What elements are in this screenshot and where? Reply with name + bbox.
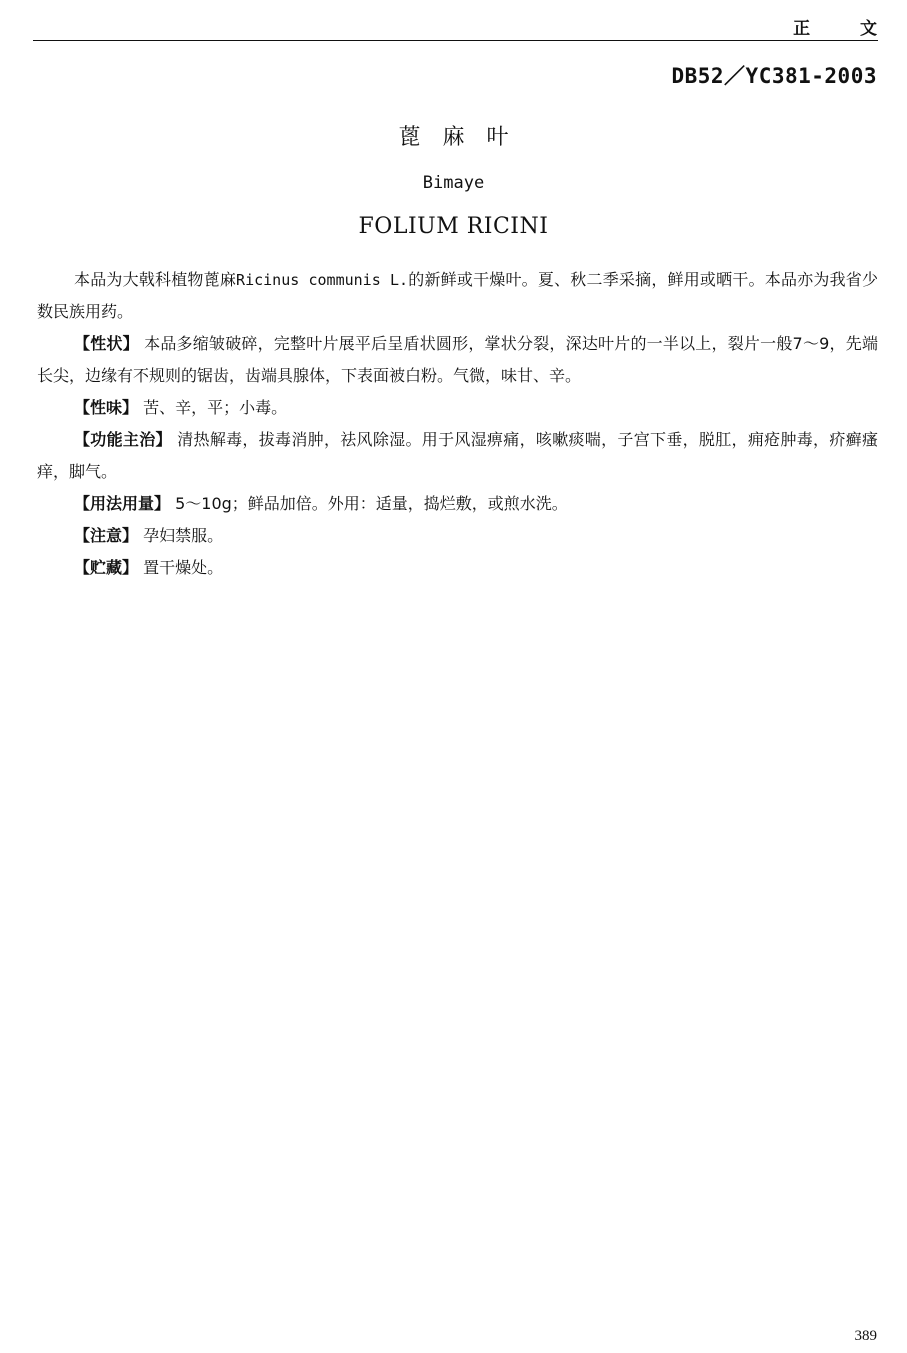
- section-label: 【功能主治】: [74, 430, 172, 449]
- header-rule: [33, 40, 878, 41]
- section-label: 正 文: [793, 19, 899, 39]
- section-label: 【注意】: [74, 526, 139, 545]
- title-pinyin: Bimaye: [422, 173, 485, 193]
- intro-text-before: 本品为大戟科植物蓖麻: [74, 270, 237, 289]
- page-number: 389: [854, 1328, 877, 1344]
- section-description: [37, 328, 878, 392]
- section-functions: [37, 424, 878, 488]
- section-text: 置干燥处。: [143, 558, 224, 577]
- section-text: 5～10g；鲜品加倍。外用：适量，捣烂敷，或煎水洗。: [175, 494, 568, 513]
- section-label: 【用法用量】: [74, 494, 171, 513]
- section-text: 孕妇禁服。: [143, 526, 224, 545]
- intro-text-after: 的新鲜或干燥叶。夏、秋二季采摘，鲜用或晒干。本品亦为我省少数民族用药。: [37, 270, 878, 321]
- standard-code: DB52／YC381-2003: [671, 64, 877, 88]
- section-caution: [37, 520, 878, 552]
- section-nature-flavor: [37, 392, 878, 424]
- section-text: 苦、辛，平；小毒。: [143, 398, 288, 417]
- latin-species-name: Ricinus communis L.: [236, 271, 409, 289]
- section-storage: [37, 552, 878, 584]
- section-text: 本品多缩皱破碎，完整叶片展平后呈盾状圆形，掌状分裂，深达叶片的一半以上，裂片一般7～9，先端长尖，边缘有不规则的锯齿，齿端具腺体，下表面被白粉。气微，味甘、辛。: [37, 334, 878, 385]
- section-text: 清热解毒，拔毒消肿，祛风除湿。用于风湿痹痛，咳嗽痰喘，子宫下垂，脱肛，痈疮肿毒，疥癣瘙痒，脚气。: [37, 430, 878, 481]
- monograph-body: [37, 264, 878, 584]
- section-label: 【性味】: [74, 398, 139, 417]
- intro-paragraph: [37, 264, 878, 328]
- section-dosage: [37, 488, 878, 520]
- section-label: 【贮藏】: [74, 558, 139, 577]
- title-latin: FOLIUM RICINI: [358, 214, 549, 239]
- title-chinese: 蓖麻叶: [398, 125, 531, 150]
- section-label: 【性状】: [74, 334, 139, 353]
